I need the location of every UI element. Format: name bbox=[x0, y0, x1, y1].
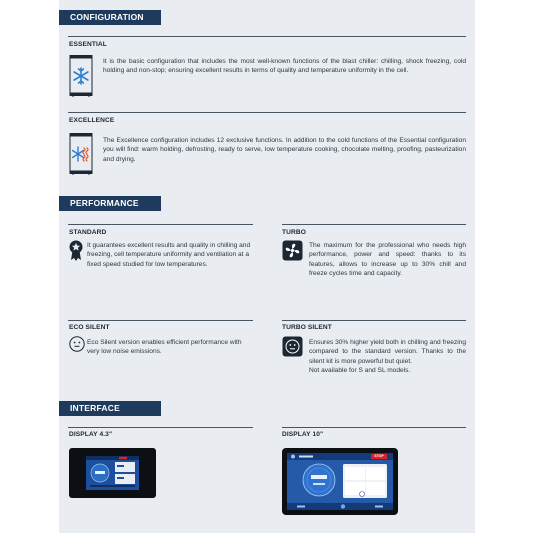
excellence-description: The Excellence configuration includes 12 exclusive functions. In addition to the cold functions of the Essential configuration you will find: warm holding, defrosting, ready to serve, low temperature cooking, chocolate melting, proofing, pasteurization and drying. bbox=[103, 137, 466, 163]
turbo-silent-text: Ensures 30% higher yield both in chilling and freezing compared to the standard version. Thanks to the silent kit is more powerful but quiet. bbox=[309, 339, 466, 365]
turbo-description: The maximum for the professional who needs high performance, power and speed: thanks to its features, allows to increase up to 30% chill and freeze cycles time and capacity. bbox=[309, 242, 466, 277]
essential-description: It is the basic configuration that includes the most well-known functions of the blast chiller: chilling, shock freezing, cold holding and non-stop; ensuring excellent results in terms of quality and temperature uniformity in the cell. bbox=[103, 58, 466, 75]
award-ribbon-icon bbox=[69, 240, 83, 267]
divider bbox=[282, 320, 466, 321]
eco-silent-title: ECO SILENT bbox=[69, 324, 110, 331]
turbo-title: TURBO bbox=[282, 229, 306, 236]
divider bbox=[68, 427, 253, 428]
divider bbox=[282, 427, 466, 428]
display-10-screen bbox=[287, 453, 393, 510]
snowflake-heat-icon bbox=[69, 133, 93, 180]
smiley-icon bbox=[69, 336, 85, 357]
display-43-title: DISPLAY 4.3" bbox=[69, 431, 113, 438]
eco-silent-description: Eco Silent version enables efficient performance with very low noise emissions. bbox=[87, 339, 242, 356]
turbo-silent-note: Not available for S and SL models. bbox=[309, 366, 411, 374]
section-header-configuration: CONFIGURATION bbox=[59, 10, 159, 25]
section-header-performance: PERFORMANCE bbox=[59, 196, 159, 211]
display-10-title: DISPLAY 10" bbox=[282, 431, 324, 438]
divider bbox=[68, 320, 253, 321]
turbo-silent-description bbox=[309, 338, 466, 375]
display-10-image bbox=[282, 448, 398, 515]
display-43-image bbox=[69, 448, 156, 498]
smiley-filled-icon bbox=[282, 336, 303, 362]
standard-description: It guarantees excellent results and quality in chilling and freezing, cell temperature uniformity and ventilation at a fixed speed studied for low temperatures. bbox=[87, 242, 251, 268]
essential-title: ESSENTIAL bbox=[69, 41, 107, 48]
divider bbox=[68, 36, 466, 37]
divider bbox=[282, 224, 466, 225]
snowflake-icon bbox=[69, 55, 93, 102]
divider bbox=[68, 224, 253, 225]
standard-title: STANDARD bbox=[69, 229, 107, 236]
divider bbox=[68, 112, 466, 113]
turbo-silent-title: TURBO SILENT bbox=[282, 324, 332, 331]
stop-label: STOP bbox=[374, 454, 384, 458]
fan-icon bbox=[282, 240, 303, 266]
excellence-title: EXCELLENCE bbox=[69, 117, 115, 124]
section-header-interface: INTERFACE bbox=[59, 401, 159, 416]
display-43-screen bbox=[86, 456, 139, 490]
